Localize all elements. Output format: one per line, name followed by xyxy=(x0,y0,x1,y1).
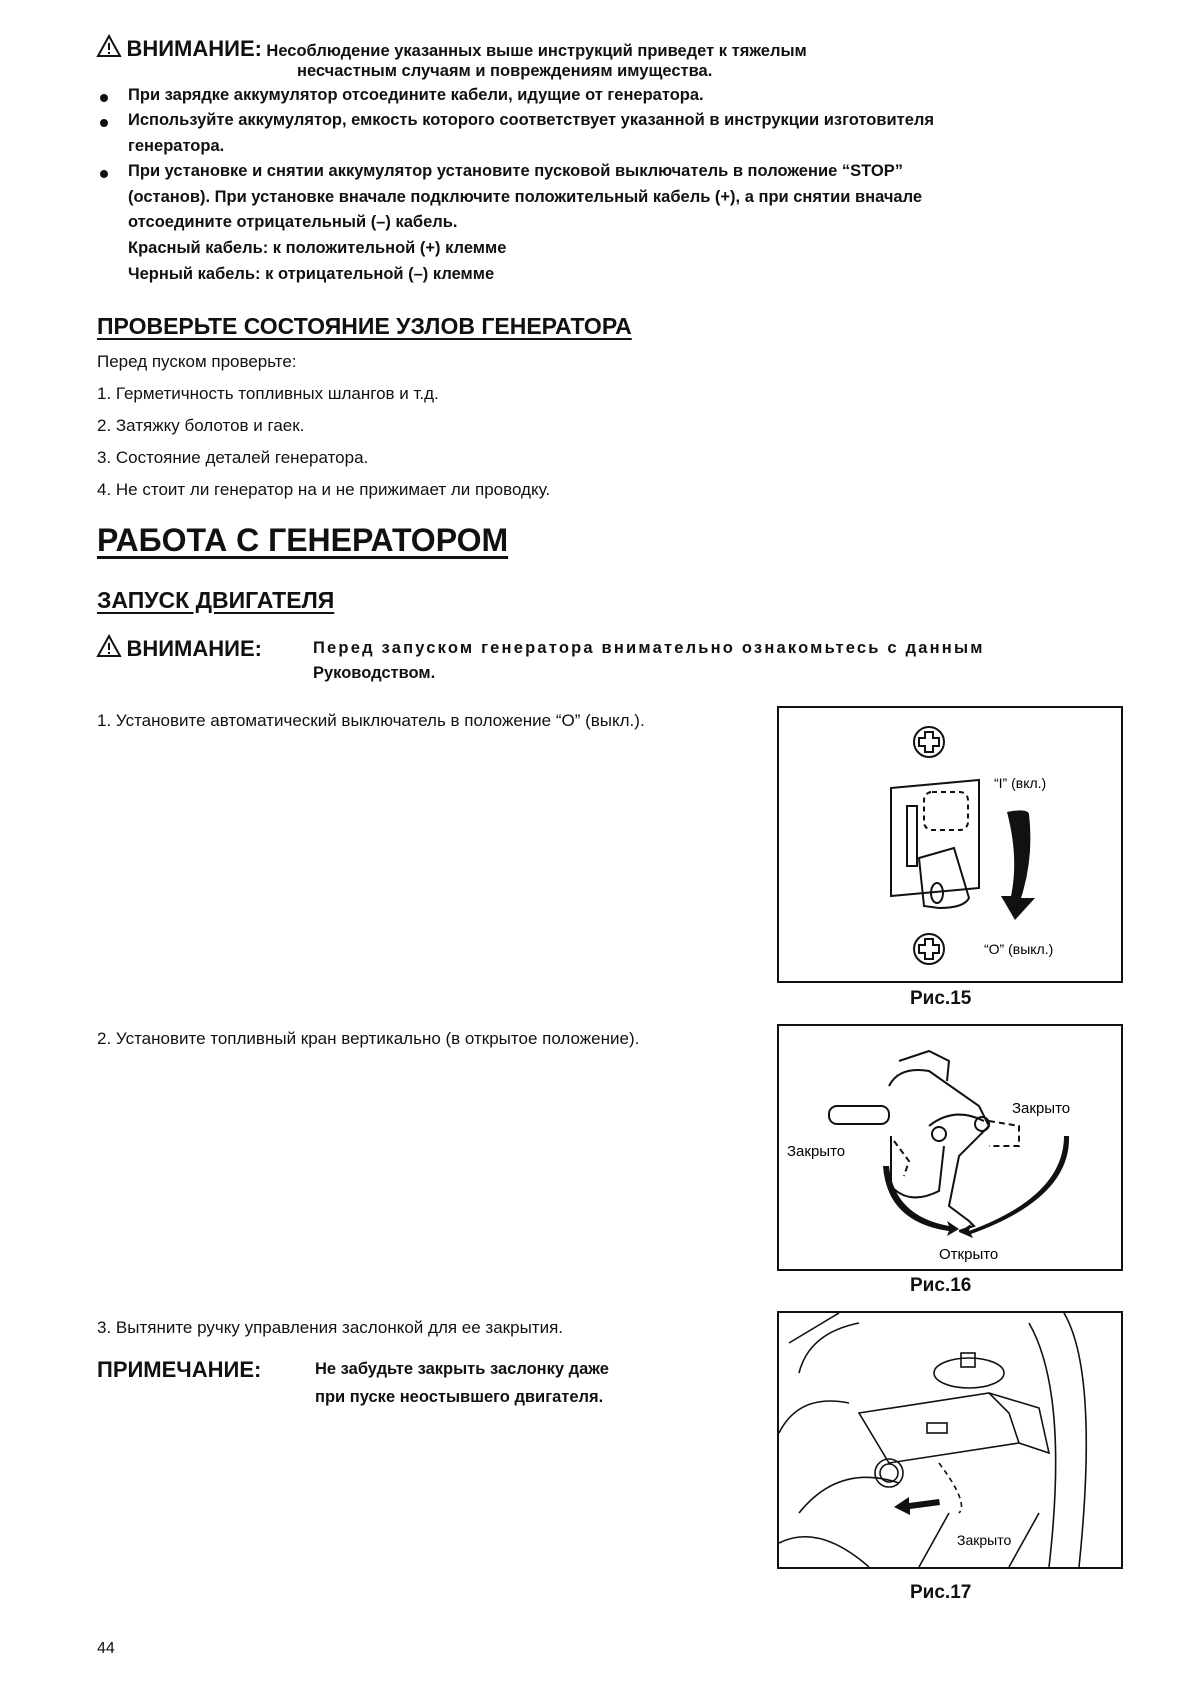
figure-caption: Рис.16 xyxy=(910,1275,972,1296)
fuel-valve-illustration xyxy=(779,1026,1121,1269)
check-item: 1. Герметичность топливных шлангов и т.д. xyxy=(97,384,439,403)
figure-16-fuel-valve xyxy=(777,1024,1123,1271)
warning-text-line2: несчастным случаям и повреждениям имущества. xyxy=(297,62,713,80)
bullet-text: (останов). При установке вначале подключите положительный кабель (+), а при снятии вначале xyxy=(128,188,923,206)
chapter-heading: РАБОТА С ГЕНЕРАТОРОМ xyxy=(97,522,509,558)
on-position-label: “I” (вкл.) xyxy=(994,775,1047,791)
warning-label: ВНИМАНИЕ: xyxy=(126,636,262,661)
section-heading: ПРОВЕРЬТЕ СОСТОЯНИЕ УЗЛОВ ГЕНЕРАТОРА xyxy=(97,313,632,339)
note-label: ПРИМЕЧАНИЕ: xyxy=(97,1357,262,1382)
section-heading: ЗАПУСК ДВИГАТЕЛЯ xyxy=(97,587,335,613)
closed-right-label: Закрыто xyxy=(1012,1100,1071,1117)
open-label: Открыто xyxy=(939,1246,999,1263)
bullet-text: генератора. xyxy=(128,137,225,155)
off-position-label: “O” (выкл.) xyxy=(984,941,1054,957)
check-item: 2. Затяжку болотов и гаек. xyxy=(97,416,305,435)
bullet-text: Используйте аккумулятор, емкость которого соответствует указанной в инструкции изготовителя xyxy=(128,111,935,129)
warning-text: Несоблюдение указанных выше инструкций приведет к тяжелым xyxy=(266,42,807,60)
bullet-text: Черный кабель: к отрицательной (–) клемме xyxy=(128,265,495,283)
figure-caption: Рис.17 xyxy=(910,1582,972,1603)
warning-text-line2: Руководством. xyxy=(313,664,436,682)
bullet-dot xyxy=(100,170,108,178)
bullet-text: При зарядке аккумулятор отсоедините кабели, идущие от генератора. xyxy=(128,86,704,104)
figure-17-choke xyxy=(777,1311,1123,1569)
breaker-switch-illustration xyxy=(779,708,1121,981)
warning-triangle-icon xyxy=(96,634,122,658)
figure-caption: Рис.15 xyxy=(910,988,972,1009)
step-1: 1. Установите автоматический выключатель в положение “O” (выкл.). xyxy=(97,711,645,730)
warning-1 xyxy=(96,34,807,62)
step-2: 2. Установите топливный кран вертикально (в открытое положение). xyxy=(97,1029,640,1048)
figure-15-switch xyxy=(777,706,1123,983)
choke-illustration xyxy=(779,1313,1121,1567)
bullet-dot xyxy=(100,119,108,127)
bullet-dot xyxy=(100,94,108,102)
note-text-line2: при пуске неостывшего двигателя. xyxy=(315,1388,604,1406)
intro-text: Перед пуском проверьте: xyxy=(97,352,297,371)
warning-text: Перед запуском генератора внимательно ознакомьтесь с данным xyxy=(313,639,985,657)
page-number: 44 xyxy=(97,1640,115,1657)
check-item: 3. Состояние деталей генератора. xyxy=(97,448,369,467)
bullet-text: Красный кабель: к положительной (+) клемме xyxy=(128,239,507,257)
step-3: 3. Вытяните ручку управления заслонкой для ее закрытия. xyxy=(97,1318,563,1337)
closed-label: Закрыто xyxy=(957,1532,1012,1548)
warning-2 xyxy=(96,634,262,662)
warning-label: ВНИМАНИЕ: xyxy=(126,36,262,61)
note-text: Не забудьте закрыть заслонку даже xyxy=(315,1360,609,1378)
closed-left-label: Закрыто xyxy=(787,1143,846,1160)
check-item: 4. Не стоит ли генератор на и не прижимает ли проводку. xyxy=(97,480,551,499)
warning-triangle-icon xyxy=(96,34,122,58)
bullet-text: отсоедините отрицательный (–) кабель. xyxy=(128,213,458,231)
bullet-text: При установке и снятии аккумулятор установите пусковой выключатель в положение “STOP” xyxy=(128,162,903,180)
